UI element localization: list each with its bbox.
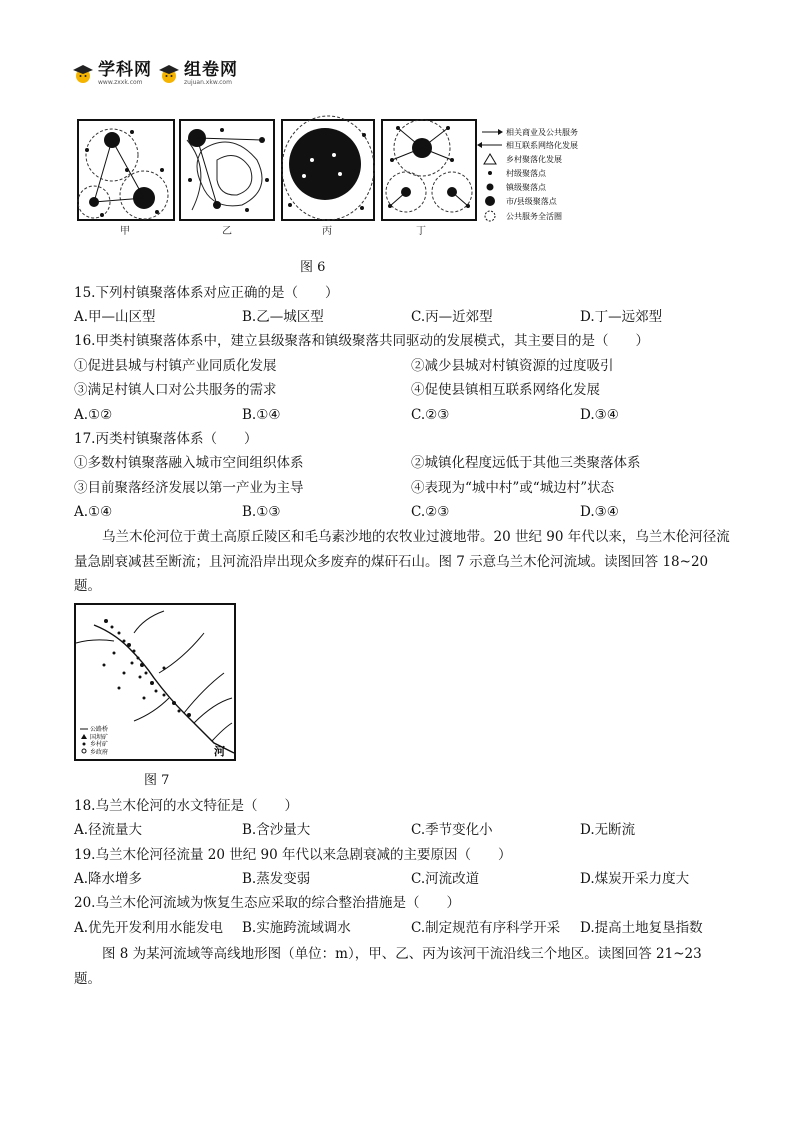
panel-label-ding: 丁 (416, 226, 426, 237)
figure-6-caption: 图 6 (300, 260, 326, 275)
figure-7-river-basin-map (74, 603, 236, 761)
panel-label-jia: 甲 (120, 226, 130, 237)
q17-item-3: ③目前聚落经济发展以第一产业为主导 (74, 480, 304, 496)
q20-option-d: D.提高土地复垦指数 (580, 920, 703, 936)
q17-item-2: ②城镇化程度远低于其他三类聚落体系 (411, 455, 641, 471)
river-label: 河 (214, 745, 225, 758)
q16-item-1: ①促进县城与村镇产业同质化发展 (74, 358, 277, 374)
graduate-cap-icon (158, 64, 180, 84)
panel-jia (78, 120, 174, 220)
panel-ding (382, 120, 476, 220)
q18-option-d: D.无断流 (580, 822, 636, 838)
q19-stem: 19.乌兰木伦河径流量 20 世纪 90 年代以来急剧衰减的主要原因（ ） (74, 847, 512, 863)
q17-option-d: D.③④ (580, 504, 619, 520)
q16-item-2: ②减少县城对村镇资源的过度吸引 (411, 358, 614, 374)
q18-option-b: B.含沙量大 (242, 822, 311, 838)
q16-item-3: ③满足村镇人口对公共服务的需求 (74, 382, 277, 398)
q15-stem: 15.下列村镇聚落体系对应正确的是（ ） (74, 285, 339, 301)
intro-21-23: 图 8 为某河流域等高线地形图（单位：m），甲、乙、丙为该河干流沿线三个地区。读图回答 21~23 题。 (74, 946, 702, 987)
q17-item-4: ④表现为“城中村”或“城边村”状态 (411, 480, 615, 496)
q18-option-a: A.径流量大 (74, 822, 143, 838)
figure-6-settlement-diagram (72, 110, 592, 238)
logo-xuekewang (72, 62, 152, 86)
panel-bing (282, 116, 374, 220)
q18-stem: 18.乌兰木伦河的水文特征是（ ） (74, 798, 298, 814)
q15-option-a: A.甲—山区型 (74, 309, 156, 325)
q17-option-c: C.②③ (411, 504, 450, 520)
logo-zujuanwang (158, 62, 238, 86)
legend-2: 相互联系网络化发展 (506, 141, 578, 150)
q16-option-c: C.②③ (411, 407, 450, 423)
q19-option-a: A.降水增多 (74, 871, 143, 887)
q20-option-a: A.优先开发利用水能发电 (74, 920, 224, 936)
q19-option-b: B.蒸发变弱 (242, 871, 311, 887)
logo2-url: zujuan.xkw.com (184, 79, 232, 86)
q16-option-b: B.①④ (242, 407, 281, 423)
q15-option-d: D.丁—远郊型 (580, 309, 663, 325)
legend-highway-bridge: 公路桥 (90, 726, 109, 733)
graduate-cap-icon (72, 64, 94, 84)
legend-6: 市/县级聚落点 (506, 197, 557, 206)
panel-label-bing: 丙 (322, 226, 332, 237)
panel-label-yi: 乙 (222, 226, 232, 237)
q16-option-a: A.①② (74, 407, 113, 423)
q17-option-a: A.①④ (74, 504, 113, 520)
fig6-legend (477, 127, 578, 221)
legend-state-mine: 国坝矿 (90, 734, 109, 741)
q19-option-c: C.河流改道 (411, 871, 480, 887)
q20-option-c: C.制定规范有序科学开采 (411, 920, 561, 936)
header-logos (72, 58, 238, 90)
legend-1: 相关商业及公共服务 (506, 128, 578, 137)
q19-option-d: D.煤炭开采力度大 (580, 871, 690, 887)
q20-option-b: B.实施跨流域调水 (242, 920, 351, 936)
q17-stem: 17.丙类村镇聚落体系（ ） (74, 431, 258, 447)
legend-township-gov: 乡政府 (90, 749, 109, 756)
q18-option-c: C.季节变化小 (411, 822, 493, 838)
legend-5: 镇级聚落点 (506, 183, 546, 192)
logo1-url: www.zxxk.com (98, 79, 143, 86)
q17-item-1: ①多数村镇聚落融入城市空间组织体系 (74, 455, 304, 471)
legend-village-mine: 乡村矿 (90, 741, 109, 748)
q16-option-d: D.③④ (580, 407, 619, 423)
q20-stem: 20.乌兰木伦河流域为恢复生态应采取的综合整治措施是（ ） (74, 895, 460, 911)
q15-option-b: B.乙—城区型 (242, 309, 324, 325)
legend-7: 公共服务全活圈 (506, 212, 562, 221)
logo1-text: 学科网 (98, 60, 152, 80)
q17-option-b: B.①③ (242, 504, 281, 520)
q16-item-4: ④促使县镇相互联系网络化发展 (411, 382, 600, 398)
legend-4: 村级聚落点 (506, 169, 546, 178)
intro-18-20: 乌兰木伦河位于黄土高原丘陵区和毛乌素沙地的农牧业过渡地带。20 世纪 90 年代以来，乌兰木伦河径流量急剧衰减甚至断流；且河流沿岸出现众多废弃的煤矸石山。图 7 示意乌兰木伦河流域。读图回答 18~20 题。 (74, 529, 730, 594)
legend-3: 乡村聚落化发展 (506, 155, 562, 164)
logo2-text: 组卷网 (184, 60, 238, 80)
q16-stem: 16.甲类村镇聚落体系中，建立县级聚落和镇级聚落共同驱动的发展模式，其主要目的是（ ） (74, 333, 649, 349)
figure-7-caption: 图 7 (144, 773, 170, 788)
q15-option-c: C.丙—近郊型 (411, 309, 493, 325)
panel-yi (180, 120, 274, 220)
